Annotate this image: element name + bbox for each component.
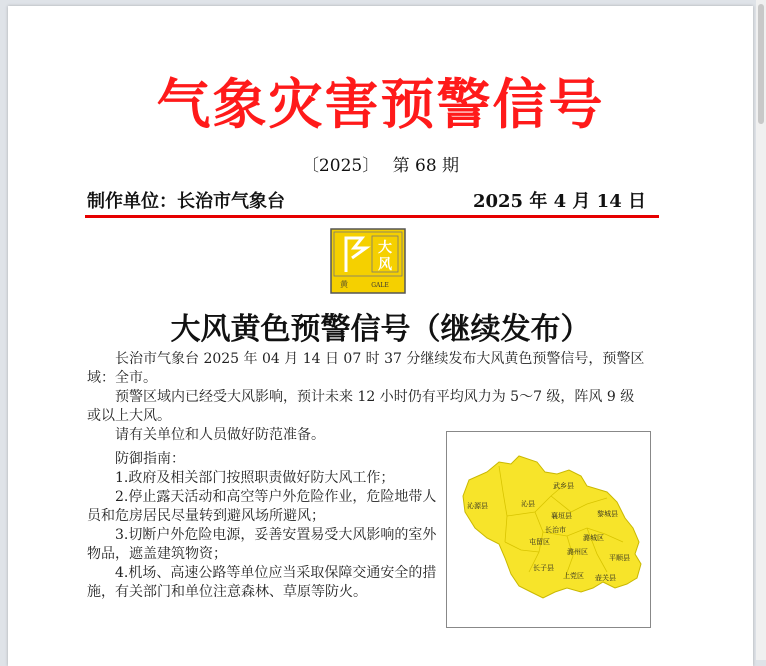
map-label: 潞城区 [583, 534, 604, 542]
document-title: 气象灾害预警信号 [156, 72, 605, 136]
issue-date: 2025 年 4 月 14 日 [472, 191, 646, 212]
vertical-scrollbar[interactable] [756, 0, 766, 660]
signal-left-label: 黄 [340, 280, 348, 289]
issue-number [8, 151, 753, 176]
paragraph-forecast: 预警区域内已经受大风影响，预计未来 12 小时仍有平均风力为 5～7 级，阵风 9 级或以上大风。 [87, 389, 635, 424]
warning-area-map [446, 431, 651, 628]
guide-item: 2.停止露天活动和高空等户外危险作业，危险地带人员和危房居民尽量转到避风场所避风； [87, 489, 437, 524]
issue-year: 〔2025〕 [301, 156, 380, 176]
issuing-unit: 制作单位：长治市气象台 [87, 191, 285, 212]
guide-item: 1.政府及相关部门按照职责做好防大风工作； [115, 470, 395, 486]
document-page [8, 6, 753, 666]
map-label: 长子县 [533, 564, 554, 572]
map-label: 上党区 [563, 572, 584, 580]
gale-warning-icon [330, 228, 406, 294]
guide-item: 4.机场、高速公路等单位应当采取保障交通安全的措施，有关部门和单位注意森林、草原等防火。 [87, 565, 437, 600]
changzhi-map-icon [447, 432, 650, 627]
guide-title: 防御指南： [115, 451, 185, 467]
map-label: 潞州区 [567, 548, 588, 556]
map-label: 襄垣县 [551, 512, 572, 520]
signal-bottom-char: 风 [378, 257, 392, 273]
map-label: 沁县 [521, 500, 535, 508]
warning-headline: 大风黄色预警信号（继续发布） [170, 312, 591, 347]
map-label: 黎城县 [597, 510, 618, 518]
scrollbar-thumb[interactable] [758, 4, 764, 124]
map-label: 长治市 [545, 526, 566, 534]
map-label: 武乡县 [553, 482, 574, 490]
paragraph-prepare: 请有关单位和人员做好防范准备。 [115, 427, 325, 443]
defense-guide [87, 450, 439, 602]
signal-top-char: 大 [378, 240, 392, 256]
issue-no: 第 68 期 [392, 156, 460, 176]
map-label: 壶关县 [595, 574, 616, 582]
map-label: 平顺县 [609, 554, 630, 562]
red-divider [85, 215, 659, 218]
paragraph-issue: 长治市气象台 2025 年 04 月 14 日 07 时 37 分继续发布大风黄色预警信号，预警区域：全市。 [87, 351, 645, 386]
signal-right-label: GALE [371, 282, 389, 289]
map-label: 沁源县 [467, 502, 488, 510]
map-label: 屯留区 [529, 538, 550, 546]
guide-item: 3.切断户外危险电源，妥善安置易受大风影响的室外物品，遮盖建筑物资； [87, 527, 437, 562]
